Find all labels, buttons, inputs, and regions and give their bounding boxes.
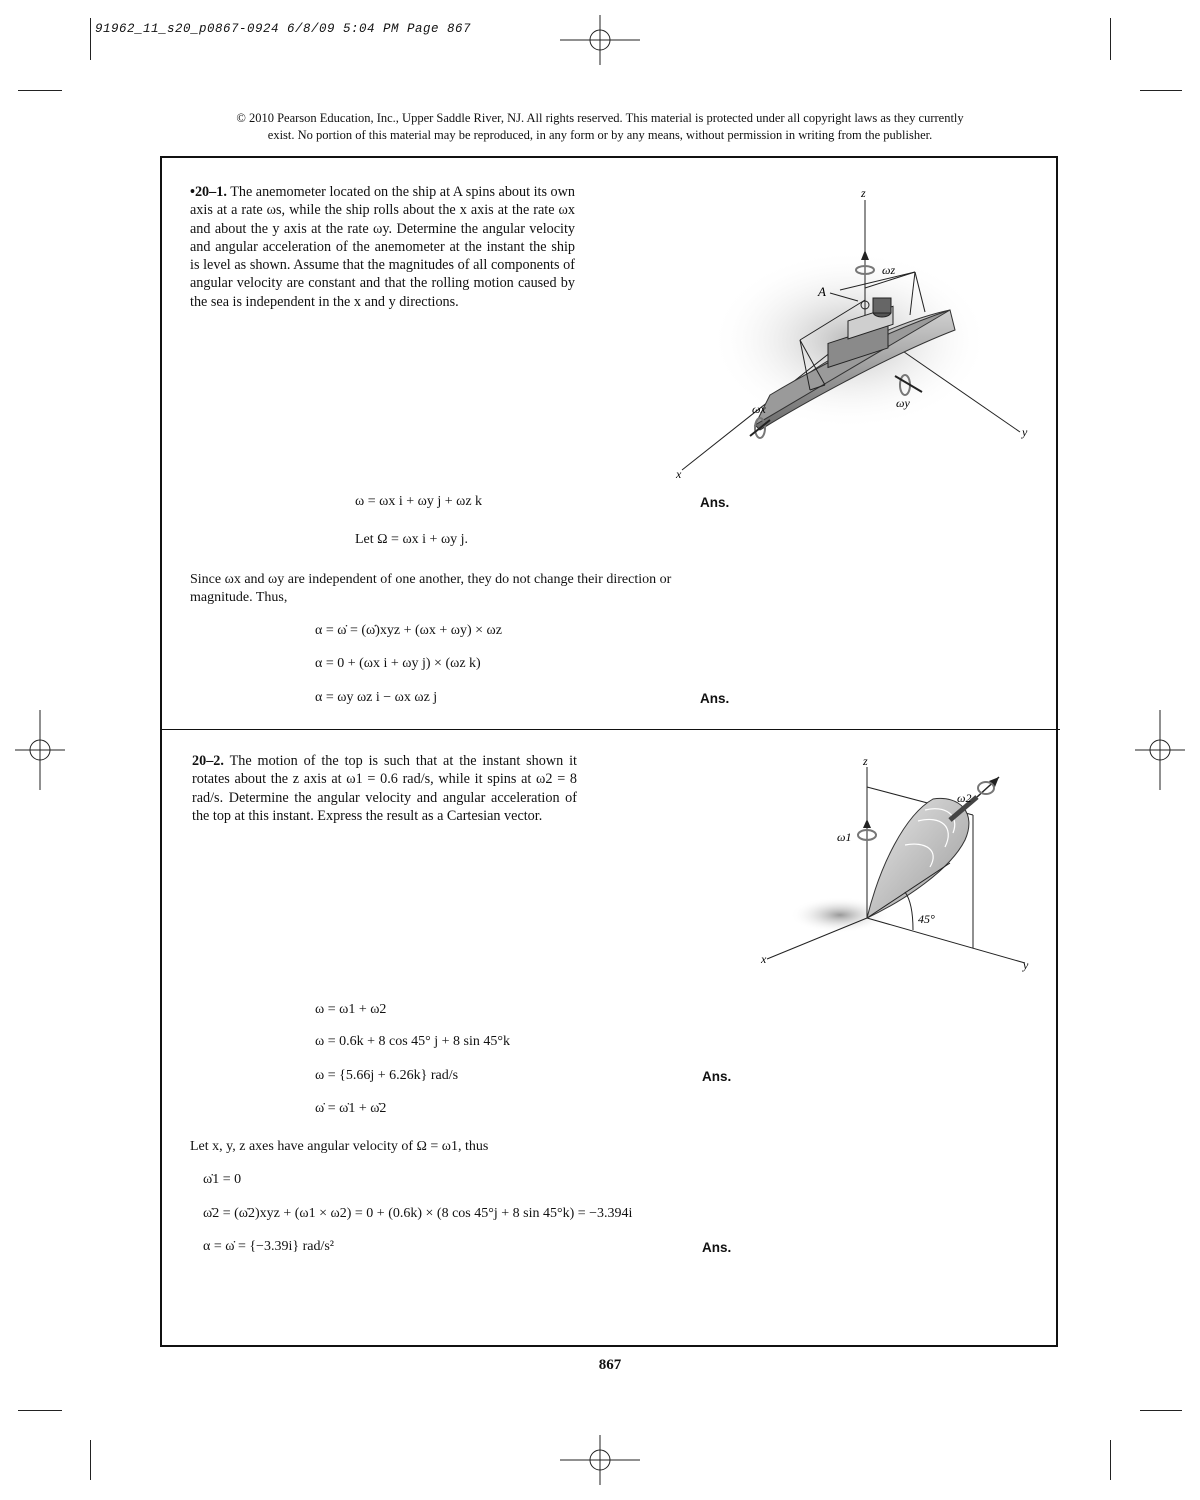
label-y: y xyxy=(1022,425,1028,439)
ship-figure xyxy=(660,180,1040,480)
p2-eq-7: α = ω̇ = {−3.39i} rad/s² xyxy=(203,1239,334,1254)
page-number: 867 xyxy=(598,1357,622,1373)
p2-eq-1: ω = ω1 + ω2 xyxy=(315,1002,387,1017)
label-x: x xyxy=(676,467,682,480)
copyright-notice: © 2010 Pearson Education, Inc., Upper Saddle River, NJ. All rights reserved. This material is protected under all copyright laws as they currently exist. No portion of this material may be reproduced, in any form or by any means, without permission in writing from the publisher. xyxy=(236,111,964,142)
label-w2: ω2 xyxy=(957,791,972,805)
label-angle: 45° xyxy=(918,912,935,926)
p2-answer-label: Ans. xyxy=(702,1069,732,1084)
problem-20-1-statement: •20–1. The anemometer located on the ship at A spins about its own axis at a rate ωs, while the ship rolls about the x axis at the rate ωx and about the y axis at the rate ωy. Determine the angular velocity and angular acceleration of the anemometer at the instant the ship is level as shown. Assume that the magnitudes of all components of angular velocity are constant and that the rolling motion caused by the sea is independent in the x and y directions. xyxy=(190,184,575,310)
label-z: z xyxy=(861,186,866,200)
p1-explanation: Since ωx and ωy are independent of one another, they do not change their direction or magnitude. Thus, xyxy=(190,572,672,605)
p1-eq-alpha-3: α = ωy ωz i − ωx ωz j xyxy=(315,690,438,705)
print-slug: 91962_11_s20_p0867-0924 6/8/09 5:04 PM Page 867 xyxy=(95,22,472,36)
p1-answer-label-2: Ans. xyxy=(700,691,730,706)
label-wy: ωy xyxy=(896,396,910,410)
angle-arc xyxy=(905,892,913,930)
p2-eq-5: ω̇1 = 0 xyxy=(203,1172,242,1187)
p1-eq-alpha-1: α = ω̇ = (ω̇)xyz + (ωx + ωy) × ωz xyxy=(315,623,502,638)
p1-eq-let-omega: Let Ω = ωx i + ωy j. xyxy=(355,532,469,547)
label-y: y xyxy=(1023,958,1029,972)
label-wx: ωx xyxy=(752,402,766,416)
p2-answer-label-2: Ans. xyxy=(702,1240,732,1255)
label-wz: ωz xyxy=(882,263,896,277)
ship-funnel-body xyxy=(873,298,891,313)
problem-divider xyxy=(160,729,1060,730)
label-A: A xyxy=(818,284,826,299)
p2-eq-2: ω = 0.6k + 8 cos 45° j + 8 sin 45°k xyxy=(315,1034,510,1049)
p1-eq-alpha-2: α = 0 + (ωx i + ωy j) × (ωz k) xyxy=(315,656,481,671)
p2-eq-4: ω̇ = ω̇1 + ω̇2 xyxy=(315,1101,387,1116)
label-w1: ω1 xyxy=(837,830,852,844)
p1-answer-label: Ans. xyxy=(700,495,730,510)
label-z: z xyxy=(863,755,868,768)
y-axis xyxy=(867,918,1025,963)
w1-arrowhead xyxy=(863,819,871,828)
p1-eq-omega: ω = ωx i + ωy j + ωz k xyxy=(355,494,483,509)
p2-explanation: Let x, y, z axes have angular velocity of Ω = ω1, thus xyxy=(190,1139,489,1154)
p2-eq-6: ω̇2 = (ω̇2)xyz + (ω1 × ω2) = 0 + (0.6k) × (8 cos 45°j + 8 sin 45°k) = −3.394i xyxy=(203,1206,633,1221)
label-x: x xyxy=(761,952,767,966)
top-figure xyxy=(755,755,1045,975)
p2-eq-3: ω = {5.66j + 6.26k} rad/s xyxy=(315,1068,459,1083)
problem-20-2-statement: 20–2. The motion of the top is such that at the instant shown it rotates about the z axis at ω1 = 0.6 rad/s, while it spins at ω2 = 8 rad/s. Determine the angular velocity and angular acceleration of the top at this instant. Express the result as a Cartesian vector. xyxy=(192,753,577,824)
